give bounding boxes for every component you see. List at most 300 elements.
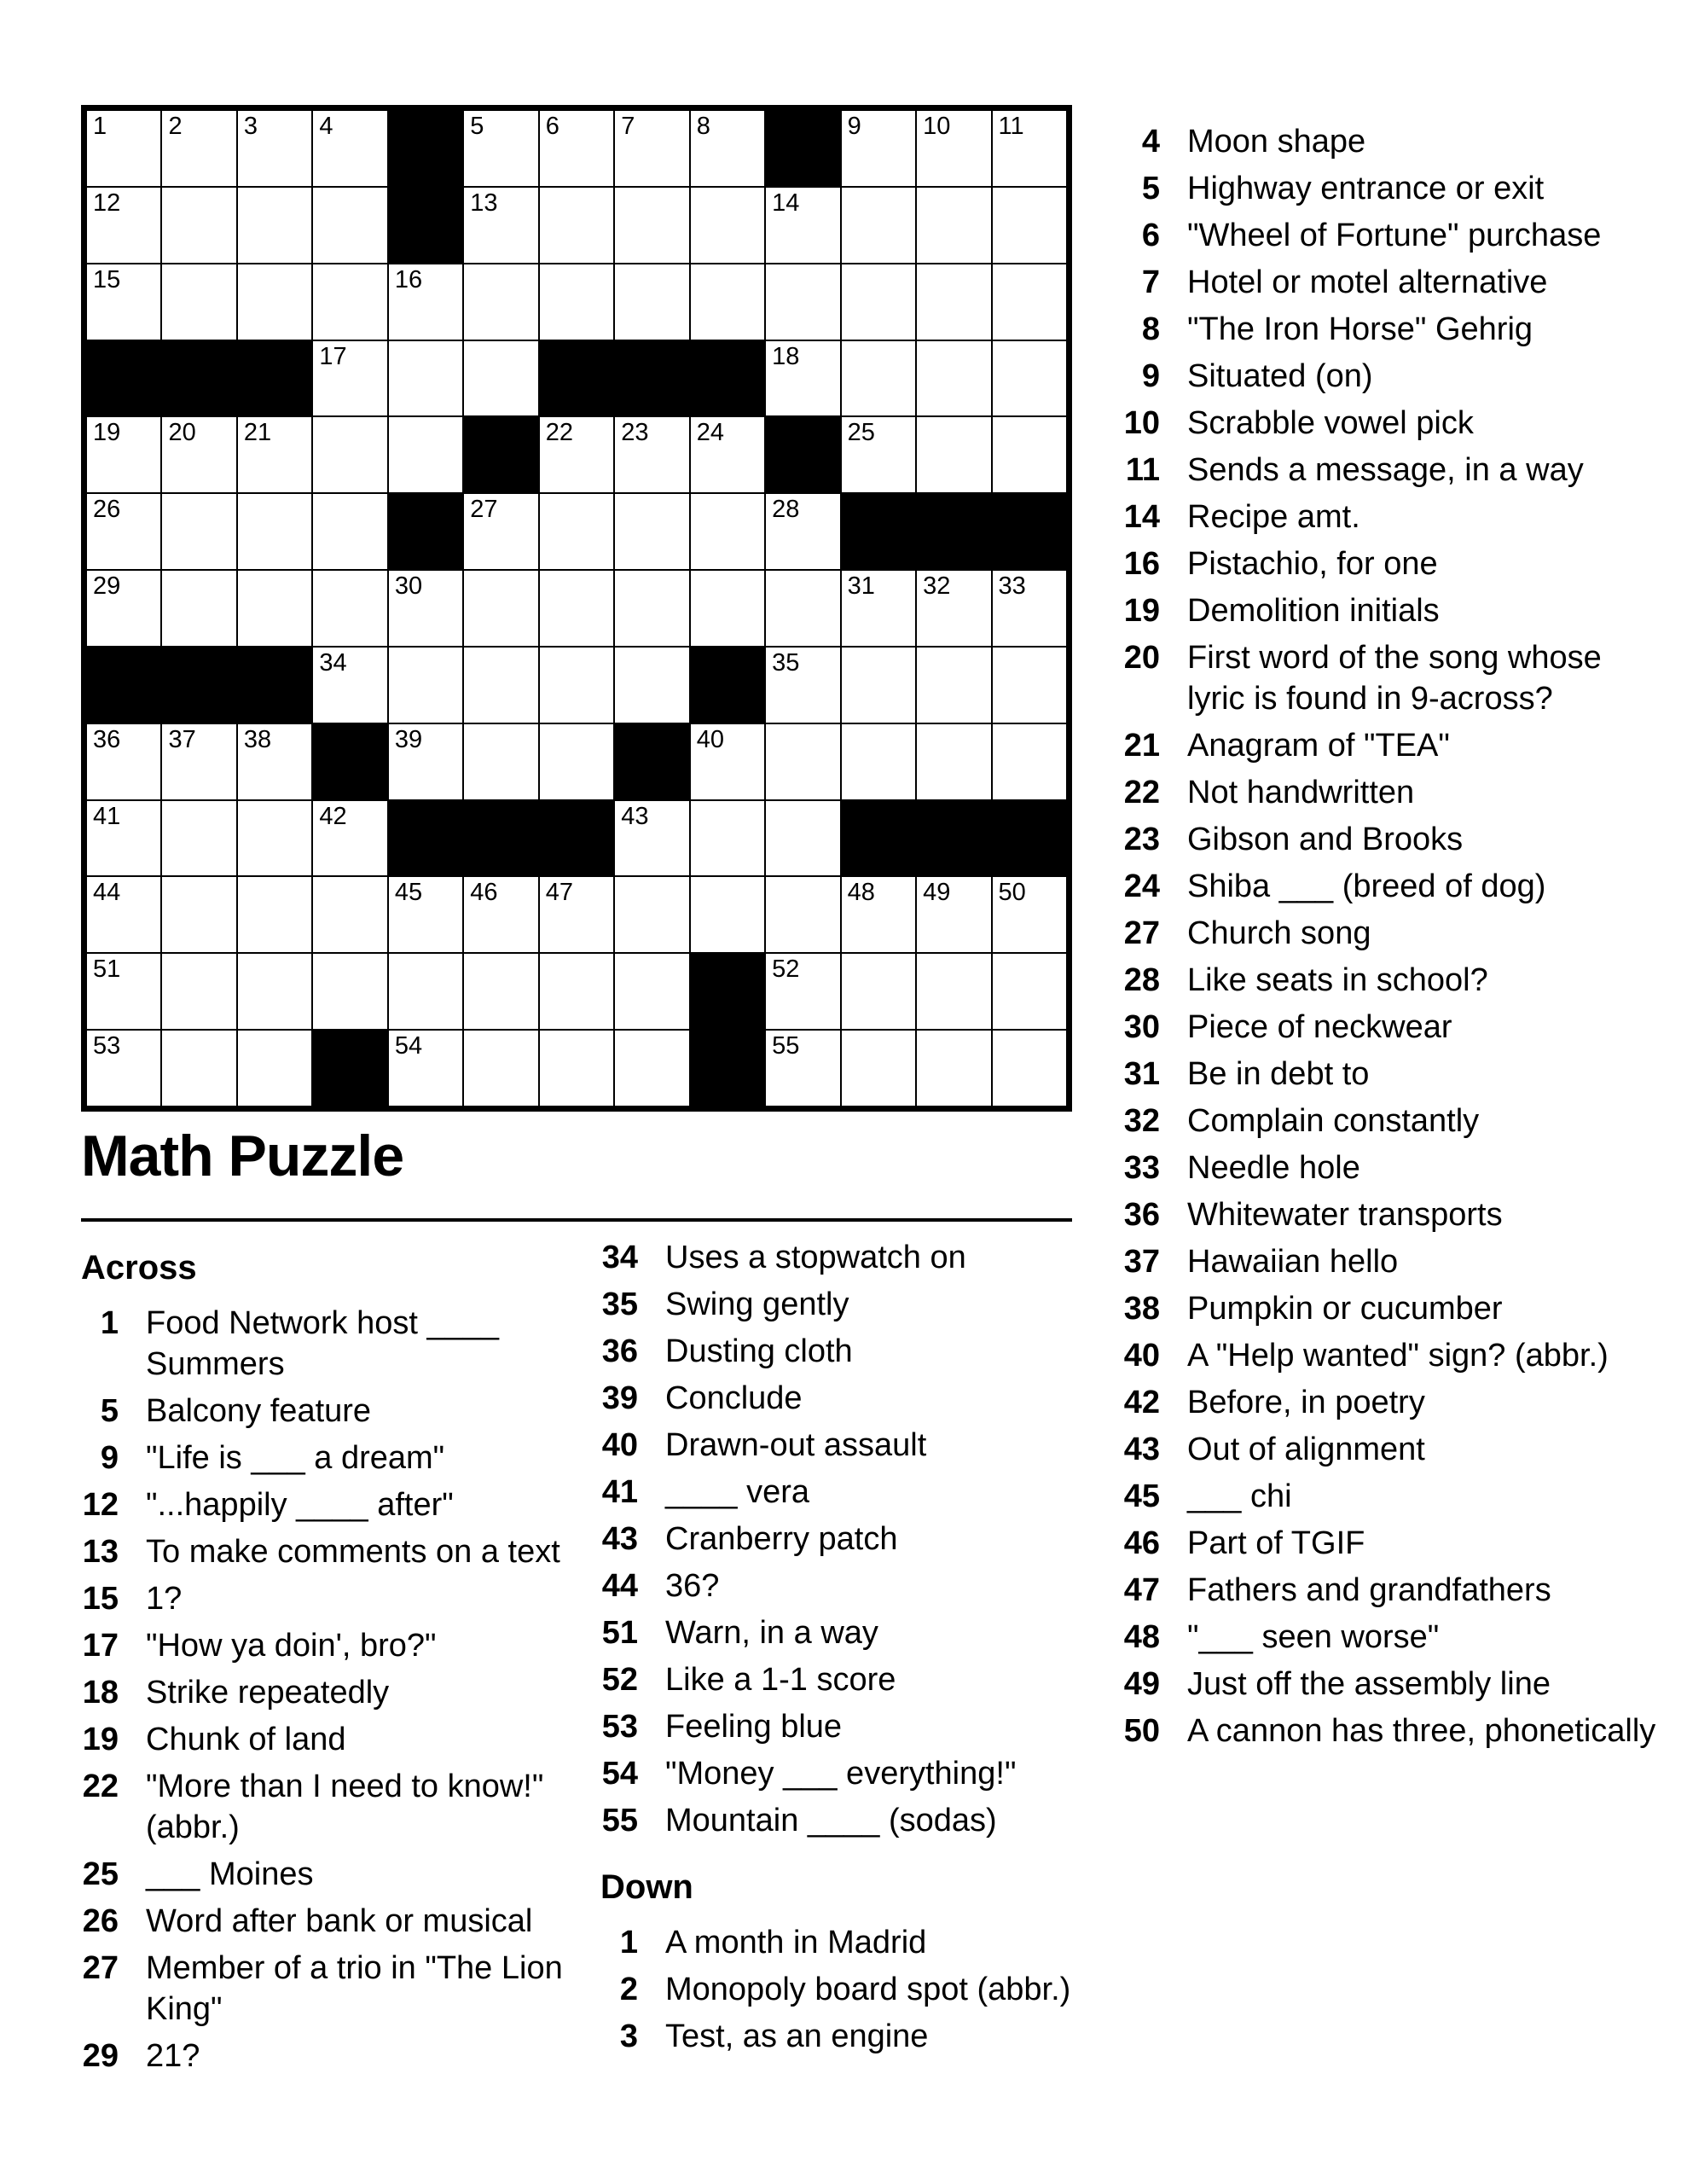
grid-white-cell[interactable] xyxy=(388,340,463,417)
clue-item xyxy=(1122,1570,1660,1611)
cell-number: 49 xyxy=(923,879,951,907)
clue-text: Sends a message, in a way xyxy=(1187,452,1584,488)
cell-number: 42 xyxy=(319,802,347,830)
grid-white-cell[interactable] xyxy=(765,264,840,340)
grid-white-cell[interactable] xyxy=(161,110,236,187)
clue-number: 1 xyxy=(100,1305,119,1341)
grid-black-cell xyxy=(765,416,840,493)
grid-white-cell[interactable] xyxy=(765,340,840,417)
clue-number: 51 xyxy=(601,1615,638,1651)
clue-number: 52 xyxy=(601,1662,638,1698)
clue-text: 1? xyxy=(146,1581,183,1617)
grid-white-cell[interactable] xyxy=(916,876,991,953)
grid-white-cell[interactable] xyxy=(86,800,161,877)
clue-number: 43 xyxy=(1123,1432,1160,1467)
cell-number: 23 xyxy=(621,419,649,447)
clue-number: 25 xyxy=(82,1856,119,1892)
grid-white-cell[interactable] xyxy=(539,570,614,647)
cell-number: 11 xyxy=(998,113,1024,140)
grid-white-cell[interactable] xyxy=(237,1030,312,1107)
cell-number: 41 xyxy=(93,802,121,830)
grid-white-cell[interactable] xyxy=(539,493,614,570)
cell-number: 29 xyxy=(93,572,121,601)
clue-text: Church song xyxy=(1187,915,1371,951)
grid-white-cell[interactable] xyxy=(539,110,614,187)
grid-white-cell[interactable] xyxy=(86,187,161,264)
grid-white-cell[interactable] xyxy=(237,187,312,264)
grid-white-cell[interactable] xyxy=(539,264,614,340)
grid-white-cell[interactable] xyxy=(841,723,916,800)
clue-text: ___ chi xyxy=(1187,1478,1292,1514)
grid-white-cell[interactable] xyxy=(312,570,387,647)
clue-number: 19 xyxy=(1123,593,1160,629)
clue-number: 23 xyxy=(1123,822,1160,857)
grid-white-cell[interactable] xyxy=(916,264,991,340)
clue-text: Part of TGIF xyxy=(1187,1525,1365,1561)
grid-white-cell[interactable] xyxy=(463,876,538,953)
clue-text: Anagram of "TEA" xyxy=(1187,728,1450,764)
grid-white-cell[interactable] xyxy=(614,647,689,723)
cell-number: 9 xyxy=(847,113,861,140)
clue-item xyxy=(81,1901,593,1942)
cell-number: 8 xyxy=(696,113,710,140)
grid-white-cell[interactable] xyxy=(916,416,991,493)
grid-white-cell[interactable] xyxy=(841,570,916,647)
grid-white-cell[interactable] xyxy=(388,876,463,953)
grid-white-cell[interactable] xyxy=(237,493,312,570)
clue-item xyxy=(81,1578,593,1619)
grid-white-cell[interactable] xyxy=(161,800,236,877)
clue-number: 10 xyxy=(1123,405,1160,441)
grid-white-cell[interactable] xyxy=(690,800,765,877)
grid-white-cell[interactable] xyxy=(388,264,463,340)
grid-black-cell xyxy=(388,493,463,570)
grid-white-cell[interactable] xyxy=(765,953,840,1030)
clue-text: Fathers and grandfathers xyxy=(1187,1572,1551,1608)
clue-text: Shiba ___ (breed of dog) xyxy=(1187,868,1546,904)
grid-black-cell xyxy=(916,800,991,877)
clue-item xyxy=(1122,262,1660,303)
clue-item xyxy=(1122,1288,1660,1329)
cell-number: 32 xyxy=(923,572,951,601)
grid-white-cell[interactable] xyxy=(992,876,1067,953)
grid-white-cell[interactable] xyxy=(841,264,916,340)
cell-number: 31 xyxy=(847,572,875,601)
grid-white-cell[interactable] xyxy=(765,647,840,723)
cell-number: 19 xyxy=(93,419,121,447)
grid-white-cell[interactable] xyxy=(992,1030,1067,1107)
grid-white-cell[interactable] xyxy=(539,187,614,264)
grid-black-cell xyxy=(463,800,538,877)
grid-white-cell[interactable] xyxy=(388,723,463,800)
clue-number: 6 xyxy=(1141,218,1160,253)
grid-white-cell[interactable] xyxy=(312,340,387,417)
grid-white-cell[interactable] xyxy=(312,110,387,187)
grid-white-cell[interactable] xyxy=(690,187,765,264)
clue-item xyxy=(1122,1711,1660,1751)
grid-white-cell[interactable] xyxy=(86,953,161,1030)
clue-item xyxy=(1122,450,1660,491)
clue-item xyxy=(600,1659,1083,1700)
clue-number: 7 xyxy=(1141,264,1160,300)
clue-text: Pumpkin or cucumber xyxy=(1187,1291,1503,1327)
grid-white-cell[interactable] xyxy=(539,1030,614,1107)
grid-white-cell[interactable] xyxy=(237,110,312,187)
grid-white-cell[interactable] xyxy=(86,1030,161,1107)
grid-white-cell[interactable] xyxy=(690,493,765,570)
clue-number: 31 xyxy=(1123,1056,1160,1092)
cell-number: 51 xyxy=(93,956,121,984)
clue-text: "The Iron Horse" Gehrig xyxy=(1187,311,1533,347)
grid-white-cell[interactable] xyxy=(916,723,991,800)
grid-white-cell[interactable] xyxy=(312,800,387,877)
grid-white-cell[interactable] xyxy=(992,340,1067,417)
grid-white-cell[interactable] xyxy=(916,647,991,723)
crossword-grid[interactable] xyxy=(81,105,1072,1112)
clue-item xyxy=(600,2016,1083,2057)
clue-number: 53 xyxy=(601,1709,638,1745)
clue-text: A month in Madrid xyxy=(665,1925,927,1960)
cell-number: 47 xyxy=(545,879,574,907)
grid-white-cell[interactable] xyxy=(86,876,161,953)
grid-white-cell[interactable] xyxy=(161,187,236,264)
clue-text: Warn, in a way xyxy=(665,1615,878,1651)
grid-white-cell[interactable] xyxy=(614,110,689,187)
down-clues-middle xyxy=(600,1922,1083,2057)
clue-number: 39 xyxy=(601,1380,638,1416)
clue-item xyxy=(1122,168,1660,209)
clue-text: Swing gently xyxy=(665,1287,849,1322)
grid-black-cell xyxy=(690,953,765,1030)
cell-number: 43 xyxy=(621,802,649,830)
clue-number: 47 xyxy=(1123,1572,1160,1608)
grid-white-cell[interactable] xyxy=(614,187,689,264)
grid-white-cell[interactable] xyxy=(992,416,1067,493)
clue-number: 46 xyxy=(1123,1525,1160,1561)
clue-text: Chunk of land xyxy=(146,1722,346,1757)
grid-black-cell xyxy=(539,800,614,877)
grid-white-cell[interactable] xyxy=(690,723,765,800)
grid-white-cell[interactable] xyxy=(916,1030,991,1107)
grid-white-cell[interactable] xyxy=(690,264,765,340)
grid-white-cell[interactable] xyxy=(161,876,236,953)
grid-white-cell[interactable] xyxy=(916,110,991,187)
clue-item xyxy=(1122,309,1660,350)
clue-item xyxy=(1122,866,1660,907)
cell-number: 3 xyxy=(243,113,258,140)
cell-number: 14 xyxy=(772,189,800,217)
grid-black-cell xyxy=(539,340,614,417)
grid-white-cell[interactable] xyxy=(539,416,614,493)
grid-white-cell[interactable] xyxy=(690,570,765,647)
grid-white-cell[interactable] xyxy=(614,953,689,1030)
clue-text: Highway entrance or exit xyxy=(1187,171,1545,206)
grid-white-cell[interactable] xyxy=(690,876,765,953)
grid-black-cell xyxy=(86,340,161,417)
grid-white-cell[interactable] xyxy=(841,110,916,187)
clue-item xyxy=(81,1625,593,1666)
grid-black-cell xyxy=(312,1030,387,1107)
clue-item xyxy=(81,1531,593,1572)
grid-white-cell[interactable] xyxy=(161,570,236,647)
grid-white-cell[interactable] xyxy=(614,800,689,877)
grid-white-cell[interactable] xyxy=(161,416,236,493)
grid-white-cell[interactable] xyxy=(765,800,840,877)
grid-white-cell[interactable] xyxy=(614,264,689,340)
clue-number: 5 xyxy=(1141,171,1160,206)
grid-white-cell[interactable] xyxy=(992,570,1067,647)
clue-item xyxy=(1122,590,1660,631)
grid-white-cell[interactable] xyxy=(388,1030,463,1107)
grid-white-cell[interactable] xyxy=(765,1030,840,1107)
grid-white-cell[interactable] xyxy=(237,723,312,800)
clue-text: To make comments on a text xyxy=(146,1534,560,1570)
clue-number: 14 xyxy=(1123,499,1160,535)
cell-number: 50 xyxy=(998,879,1026,907)
clue-item xyxy=(1122,1664,1660,1705)
clue-item xyxy=(600,1969,1083,2010)
cell-number: 27 xyxy=(470,496,498,524)
grid-white-cell[interactable] xyxy=(463,264,538,340)
grid-white-cell[interactable] xyxy=(388,570,463,647)
grid-white-cell[interactable] xyxy=(539,953,614,1030)
grid-white-cell[interactable] xyxy=(86,110,161,187)
grid-white-cell[interactable] xyxy=(237,800,312,877)
grid-white-cell[interactable] xyxy=(992,723,1067,800)
grid-white-cell[interactable] xyxy=(312,876,387,953)
grid-white-cell[interactable] xyxy=(463,953,538,1030)
grid-white-cell[interactable] xyxy=(312,953,387,1030)
grid-white-cell[interactable] xyxy=(463,647,538,723)
grid-white-cell[interactable] xyxy=(539,647,614,723)
clue-text: Cranberry patch xyxy=(665,1521,898,1557)
clue-item xyxy=(1122,1101,1660,1141)
clue-number: 28 xyxy=(1123,962,1160,998)
grid-white-cell[interactable] xyxy=(237,876,312,953)
clue-item xyxy=(600,1331,1083,1372)
grid-white-cell[interactable] xyxy=(539,723,614,800)
grid-white-cell[interactable] xyxy=(992,647,1067,723)
grid-black-cell xyxy=(841,493,916,570)
grid-white-cell[interactable] xyxy=(312,187,387,264)
grid-white-cell[interactable] xyxy=(992,110,1067,187)
grid-white-cell[interactable] xyxy=(463,340,538,417)
clue-number: 30 xyxy=(1123,1009,1160,1045)
clue-text: Dusting cloth xyxy=(665,1333,853,1369)
grid-white-cell[interactable] xyxy=(463,1030,538,1107)
grid-white-cell[interactable] xyxy=(992,264,1067,340)
clue-item xyxy=(600,1612,1083,1653)
grid-white-cell[interactable] xyxy=(841,647,916,723)
grid-white-cell[interactable] xyxy=(690,110,765,187)
clue-item xyxy=(1122,543,1660,584)
grid-white-cell[interactable] xyxy=(765,570,840,647)
grid-white-cell[interactable] xyxy=(86,493,161,570)
grid-white-cell[interactable] xyxy=(463,110,538,187)
grid-white-cell[interactable] xyxy=(992,187,1067,264)
grid-white-cell[interactable] xyxy=(237,264,312,340)
grid-black-cell xyxy=(237,647,312,723)
clue-text: A cannon has three, phonetically xyxy=(1187,1713,1656,1749)
clue-text: Like a 1-1 score xyxy=(665,1662,896,1698)
grid-black-cell xyxy=(916,493,991,570)
clue-number: 12 xyxy=(82,1487,119,1523)
grid-black-cell xyxy=(388,800,463,877)
clue-item xyxy=(600,1565,1083,1606)
grid-white-cell[interactable] xyxy=(237,570,312,647)
clue-item xyxy=(600,1237,1083,1278)
clue-text: Drawn-out assault xyxy=(665,1427,927,1463)
grid-white-cell[interactable] xyxy=(841,187,916,264)
clue-number: 15 xyxy=(82,1581,119,1617)
grid-white-cell[interactable] xyxy=(312,416,387,493)
clue-text: First word of the song whose lyric is found in 9-across? xyxy=(1187,640,1602,717)
grid-white-cell[interactable] xyxy=(765,493,840,570)
across-clues-middle xyxy=(600,1237,1083,1841)
clue-text: Piece of neckwear xyxy=(1187,1009,1452,1045)
clue-item xyxy=(600,1753,1083,1794)
grid-white-cell[interactable] xyxy=(388,953,463,1030)
grid-white-cell[interactable] xyxy=(161,953,236,1030)
grid-white-cell[interactable] xyxy=(614,493,689,570)
grid-white-cell[interactable] xyxy=(614,876,689,953)
clue-item xyxy=(600,1425,1083,1466)
cell-number: 39 xyxy=(394,725,423,753)
clue-number: 40 xyxy=(601,1427,638,1463)
clue-text: Be in debt to xyxy=(1187,1056,1370,1092)
clue-item xyxy=(1122,913,1660,954)
clue-number: 3 xyxy=(619,2018,638,2054)
clue-item xyxy=(1122,1147,1660,1188)
grid-white-cell[interactable] xyxy=(161,723,236,800)
grid-white-cell[interactable] xyxy=(161,493,236,570)
grid-black-cell xyxy=(237,340,312,417)
cell-number: 34 xyxy=(319,648,347,677)
clue-text: Balcony feature xyxy=(146,1393,372,1429)
grid-white-cell[interactable] xyxy=(312,493,387,570)
clue-text: Just off the assembly line xyxy=(1187,1666,1551,1702)
grid-white-cell[interactable] xyxy=(312,264,387,340)
clue-number: 48 xyxy=(1123,1619,1160,1655)
grid-white-cell[interactable] xyxy=(86,416,161,493)
clue-text: "___ seen worse" xyxy=(1187,1619,1440,1655)
grid-black-cell xyxy=(86,647,161,723)
grid-white-cell[interactable] xyxy=(841,340,916,417)
cell-number: 55 xyxy=(772,1032,800,1060)
clue-text: Moon shape xyxy=(1187,124,1366,160)
cell-number: 52 xyxy=(772,956,800,984)
grid-white-cell[interactable] xyxy=(765,876,840,953)
grid-black-cell xyxy=(690,1030,765,1107)
grid-white-cell[interactable] xyxy=(841,1030,916,1107)
cell-number: 20 xyxy=(168,419,196,447)
clue-text: "Wheel of Fortune" purchase xyxy=(1187,218,1602,253)
grid-white-cell[interactable] xyxy=(86,570,161,647)
clue-number: 36 xyxy=(1123,1197,1160,1233)
grid-white-cell[interactable] xyxy=(916,570,991,647)
grid-white-cell[interactable] xyxy=(614,570,689,647)
grid-black-cell xyxy=(388,110,463,187)
cell-number: 53 xyxy=(93,1032,121,1060)
grid-white-cell[interactable] xyxy=(841,416,916,493)
grid-white-cell[interactable] xyxy=(765,723,840,800)
clue-number: 33 xyxy=(1123,1150,1160,1186)
clue-text: Food Network host ____ Summers xyxy=(146,1305,500,1382)
grid-white-cell[interactable] xyxy=(614,1030,689,1107)
cell-number: 38 xyxy=(243,725,272,753)
grid-white-cell[interactable] xyxy=(992,953,1067,1030)
cell-number: 16 xyxy=(394,265,423,293)
cell-number: 37 xyxy=(168,725,196,753)
cell-number: 24 xyxy=(696,419,724,447)
clue-item xyxy=(1122,1194,1660,1235)
grid-white-cell[interactable] xyxy=(237,953,312,1030)
clue-number: 20 xyxy=(1123,640,1160,676)
clue-number: 36 xyxy=(601,1333,638,1369)
grid-white-cell[interactable] xyxy=(86,264,161,340)
grid-white-cell[interactable] xyxy=(161,1030,236,1107)
grid-white-cell[interactable] xyxy=(388,416,463,493)
clue-text: ___ Moines xyxy=(146,1856,314,1892)
clue-item xyxy=(1122,637,1660,719)
clue-number: 45 xyxy=(1123,1478,1160,1514)
clue-text: "Money ___ everything!" xyxy=(665,1756,1017,1792)
cell-number: 1 xyxy=(93,113,107,140)
grid-white-cell[interactable] xyxy=(463,493,538,570)
cell-number: 35 xyxy=(772,648,800,677)
clue-text: Before, in poetry xyxy=(1187,1385,1425,1420)
down-header: Down xyxy=(600,1868,693,1906)
clue-number: 2 xyxy=(619,1972,638,2007)
grid-white-cell[interactable] xyxy=(765,187,840,264)
clue-item xyxy=(1122,1617,1660,1658)
clue-number: 9 xyxy=(1141,358,1160,394)
cell-number: 45 xyxy=(394,879,423,907)
clue-text: Member of a trio in "The Lion King" xyxy=(146,1950,563,2027)
cell-number: 13 xyxy=(470,189,498,217)
grid-black-cell xyxy=(614,723,689,800)
grid-white-cell[interactable] xyxy=(86,723,161,800)
clue-number: 27 xyxy=(82,1950,119,1986)
cell-number: 17 xyxy=(319,342,347,370)
grid-white-cell[interactable] xyxy=(916,340,991,417)
grid-white-cell[interactable] xyxy=(916,187,991,264)
grid-white-cell[interactable] xyxy=(841,876,916,953)
grid-white-cell[interactable] xyxy=(916,953,991,1030)
clue-item xyxy=(600,1378,1083,1419)
grid-white-cell[interactable] xyxy=(463,723,538,800)
clue-item xyxy=(1122,1523,1660,1564)
clue-item xyxy=(1122,772,1660,813)
clue-number: 18 xyxy=(82,1675,119,1711)
clue-number: 29 xyxy=(82,2038,119,2074)
clue-item xyxy=(600,1284,1083,1325)
grid-white-cell[interactable] xyxy=(312,647,387,723)
grid-white-cell[interactable] xyxy=(690,416,765,493)
grid-white-cell[interactable] xyxy=(463,187,538,264)
clue-text: 36? xyxy=(665,1568,720,1604)
grid-black-cell xyxy=(992,800,1067,877)
grid-white-cell[interactable] xyxy=(539,876,614,953)
grid-white-cell[interactable] xyxy=(841,953,916,1030)
grid-white-cell[interactable] xyxy=(161,264,236,340)
grid-white-cell[interactable] xyxy=(614,416,689,493)
cell-number: 5 xyxy=(470,113,484,140)
cell-number: 18 xyxy=(772,342,800,370)
grid-white-cell[interactable] xyxy=(463,570,538,647)
grid-white-cell[interactable] xyxy=(388,647,463,723)
grid-white-cell[interactable] xyxy=(237,416,312,493)
